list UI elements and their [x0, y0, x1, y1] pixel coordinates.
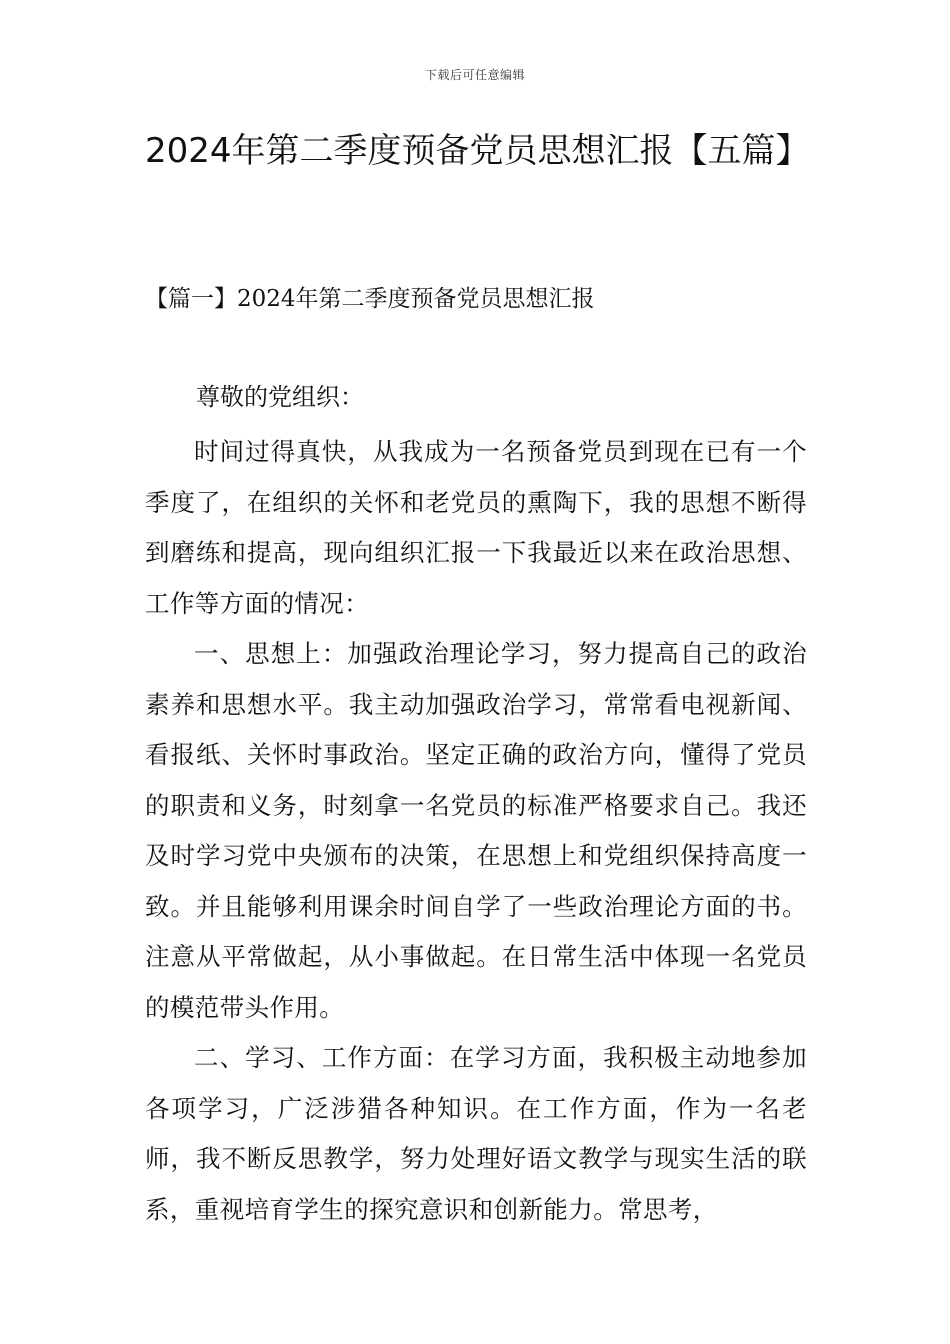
body-text	[145, 427, 807, 1235]
document-title: 2024年第二季度预备党员思想汇报【五篇】	[145, 131, 810, 171]
salutation: 尊敬的党组织：	[196, 383, 364, 411]
paragraph-intro: 时间过得真快，从我成为一名预备党员到现在已有一个季度了，在组织的关怀和老党员的熏陶下，我的思想不断得到磨练和提高，现向组织汇报一下我最近以来在政治思想、工作等方面的情况：	[145, 437, 807, 618]
section-heading: 【篇一】2024年第二季度预备党员思想汇报	[145, 286, 595, 312]
header-note: 下载后可任意编辑	[424, 68, 525, 82]
paragraph-study-work: 二、学习、工作方面：在学习方面，我积极主动地参加各项学习，广泛涉猎各种知识。在工作方面，作为一名老师，我不断反思教学，努力处理好语文教学与现实生活的联系，重视培育学生的探究意识和创新能力。常思考，	[145, 1043, 807, 1224]
paragraph-ideology: 一、思想上：加强政治理论学习，努力提高自己的政治素养和思想水平。我主动加强政治学习，常常看电视新闻、看报纸、关怀时事政治。坚定正确的政治方向，懂得了党员的职责和义务，时刻拿一名党员的标准严格要求自己。我还及时学习党中央颁布的决策，在思想上和党组织保持高度一致。并且能够利用课余时间自学了一些政治理论方面的书。注意从平常做起，从小事做起。在日常生活中体现一名党员的模范带头作用。	[145, 639, 807, 1022]
